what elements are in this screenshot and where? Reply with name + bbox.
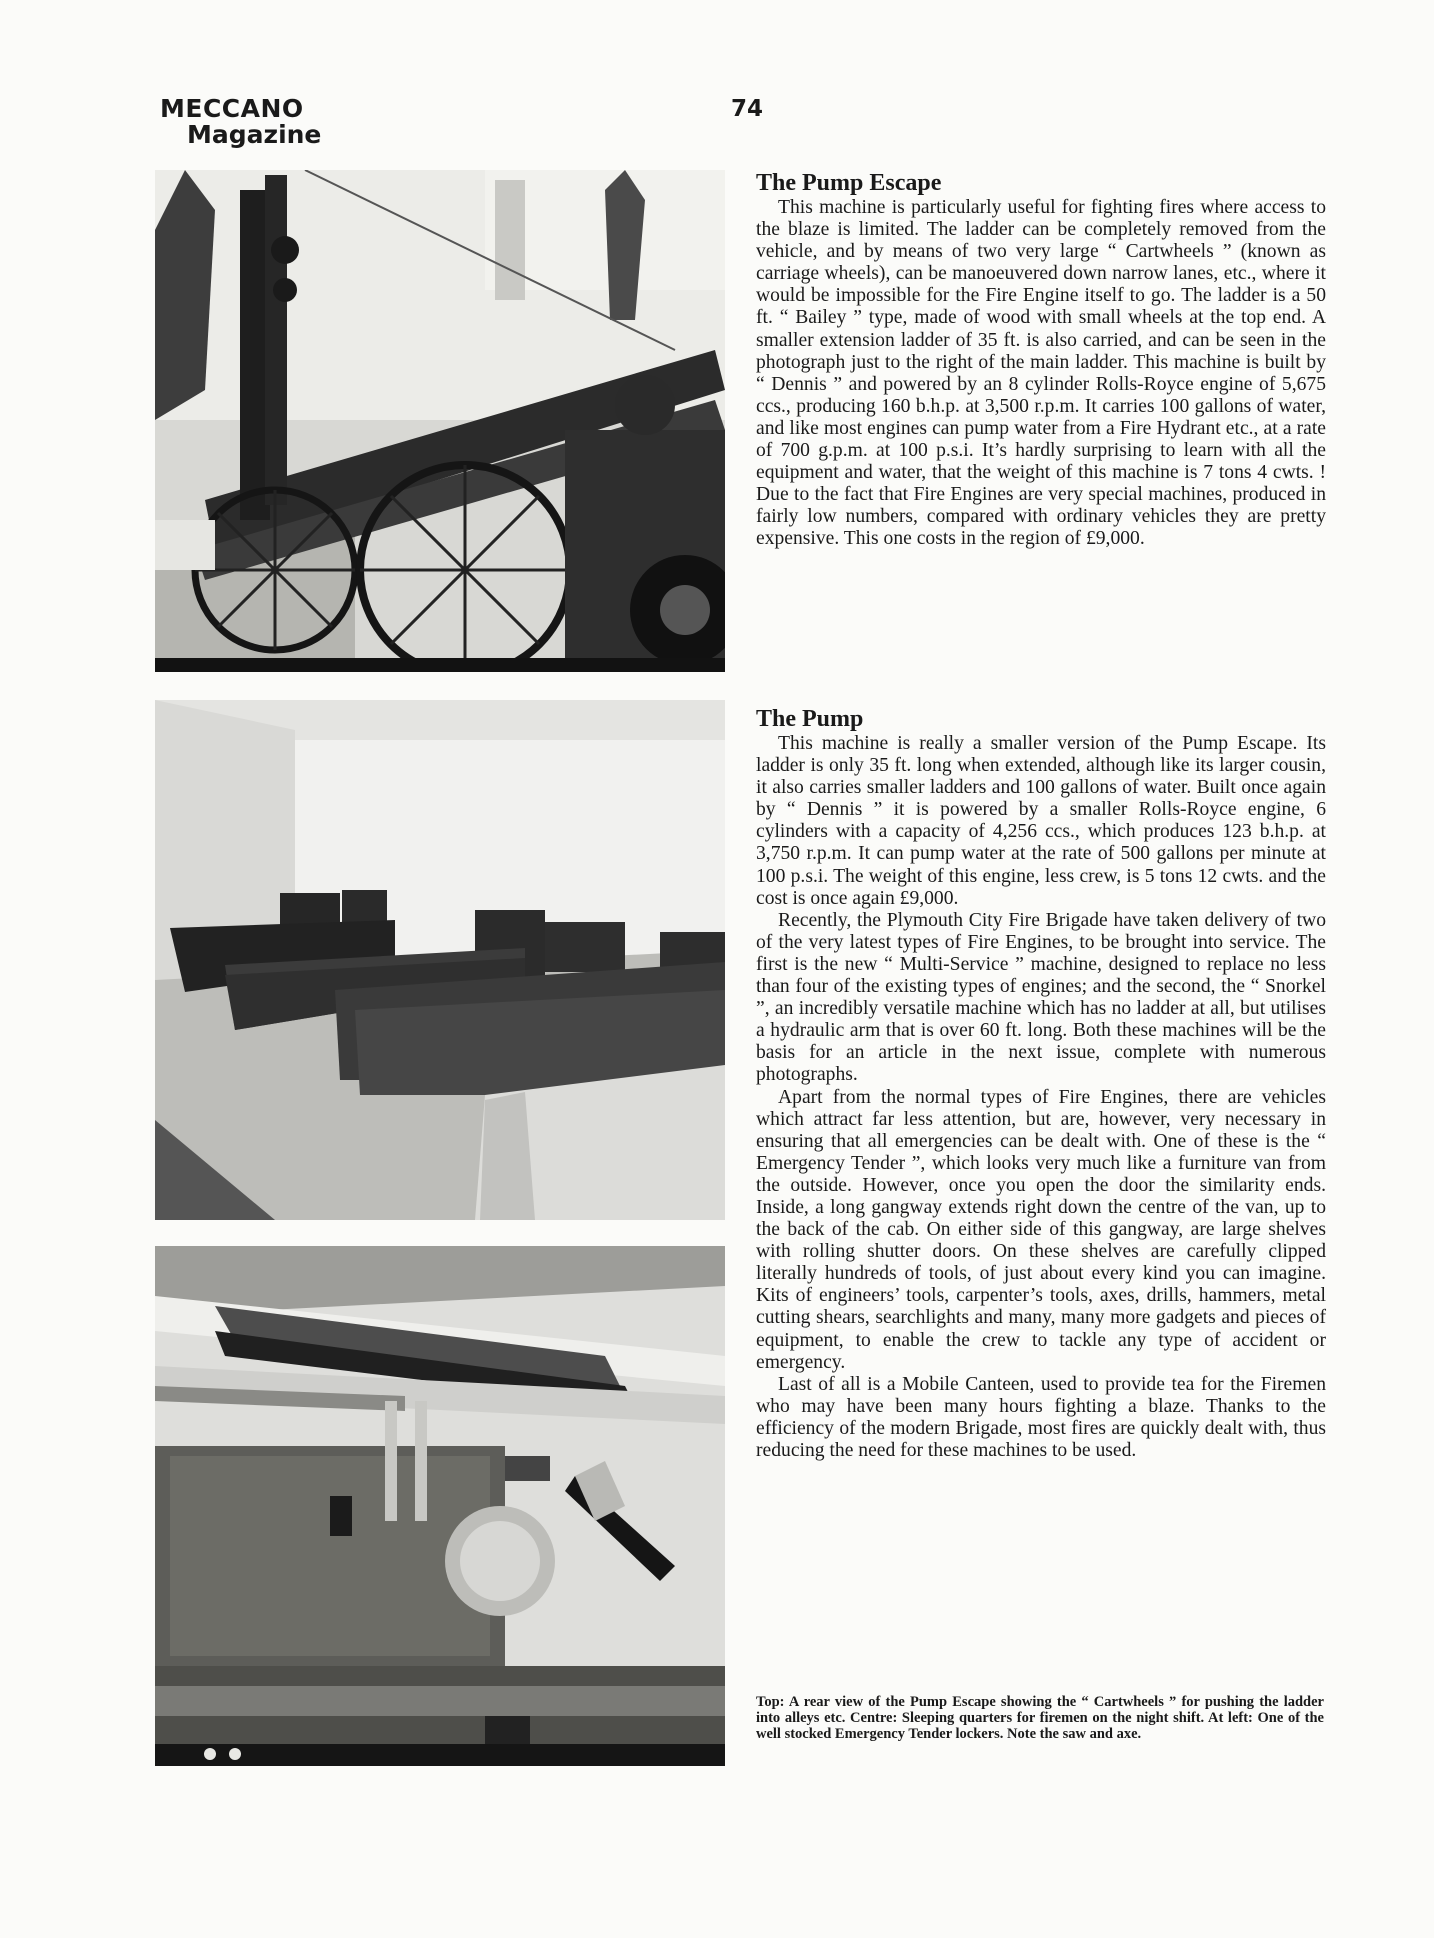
section-pump-escape — [756, 170, 1326, 551]
masthead-subtitle: Magazine — [187, 120, 322, 150]
masthead — [160, 96, 321, 149]
paragraph: Last of all is a Mobile Canteen, used to provide tea for the Firemen who may have been many hours fighting a blaze. Thanks to the efficiency of the modern Brigade, most fires are quickly dealt with, thus reducing the need for these machines to be used. — [756, 1373, 1326, 1461]
section-pump — [756, 706, 1326, 1462]
heading-pump-escape: The Pump Escape — [756, 170, 942, 196]
paragraph: This machine is really a smaller version of the Pump Escape. Its ladder is only 35 ft. long when extended, although like its larger cousin, it also carries smaller ladders and 100 gallons of water. Built once again by “ Dennis ” it is powered by a smaller Rolls-Royce engine, 6 cylinders with a capacity of 4,256 ccs., which produces 123 b.h.p. at 3,750 r.p.m. It can pump water at the rate of 500 gallons per minute at 100 p.s.i. The weight of this engine, less crew, is 5 tons 12 cwts. and the cost is once again £9,000. — [756, 733, 1326, 909]
photo-pump-escape — [155, 170, 725, 672]
heading-pump: The Pump — [756, 706, 864, 732]
paragraph: Apart from the normal types of Fire Engines, there are vehicles which attract far less attention, but are, however, very necessary in ensuring that all emergencies can be dealt with. One of these is the “ Emergency Tender ”, which looks very much like a furniture van from the outside. However, once you open the door the similarity ends. Inside, a long gangway extends right down the centre of the van, up to the back of the cab. On either side of this gangway, are large shelves with rolling shutter doors. On these shelves are carefully clipped literally hundreds of tools, of just about every kind you can imagine. Kits of engineers’ tools, carpenter’s tools, axes, drills, hammers, metal cutting shears, searchlights and many, many more gadgets and pieces of equipment, to enable the crew to tackle any type of accident or emergency. — [756, 1086, 1326, 1373]
photo-emergency-tender-locker — [155, 1246, 725, 1766]
masthead-title: MECCANO — [160, 94, 304, 123]
page-number: 74 — [731, 96, 764, 122]
photo-caption: Top: A rear view of the Pump Escape showing the “ Cartwheels ” for pushing the ladder into alleys etc. Centre: Sleeping quarters for firemen on the night shift. At left: One of the well stocked Emergency Tender lockers. Note the saw and axe. — [756, 1694, 1324, 1742]
photo-sleeping-quarters — [155, 700, 725, 1220]
paragraph: This machine is particularly useful for fighting fires where access to the blaze is limited. The ladder can be completely removed from the vehicle, and by means of two very large “ Cartwheels ” (known as carriage wheels), can be manoeuvered down narrow lanes, etc., where it would be impossible for the Fire Engine itself to go. The ladder is a 50 ft. “ Bailey ” type, made of wood with small wheels at the top end. A smaller extension ladder of 35 ft. is also carried, and can be seen in the photograph just to the right of the main ladder. This machine is built by “ Dennis ” and powered by an 8 cylinder Rolls-Royce engine of 5,675 ccs., producing 160 b.h.p. at 3,500 r.p.m. It carries 100 gallons of water, and like most engines can pump water from a Fire Hydrant etc., at a rate of 700 g.p.m. at 100 p.s.i. It’s hardly surprising to learn with all the equipment and water, that the weight of this machine is 7 tons 4 cwts. ! Due to the fact that Fire Engines are very special machines, produced in fairly low numbers, compared with ordinary vehicles they are pretty expensive. This one costs in the region of £9,000. — [756, 197, 1326, 550]
paragraph: Recently, the Plymouth City Fire Brigade have taken delivery of two of the very latest types of Fire Engines, to be brought into service. The first is the new “ Multi-Service ” machine, designed to replace no less than four of the existing types of engines; and the second, the “ Snorkel ”, an incredibly versatile machine which has no ladder at all, but utilises a hydraulic arm that is over 60 ft. long. Both these machines will be the basis for an article in the next issue, complete with numerous photographs. — [756, 909, 1326, 1086]
